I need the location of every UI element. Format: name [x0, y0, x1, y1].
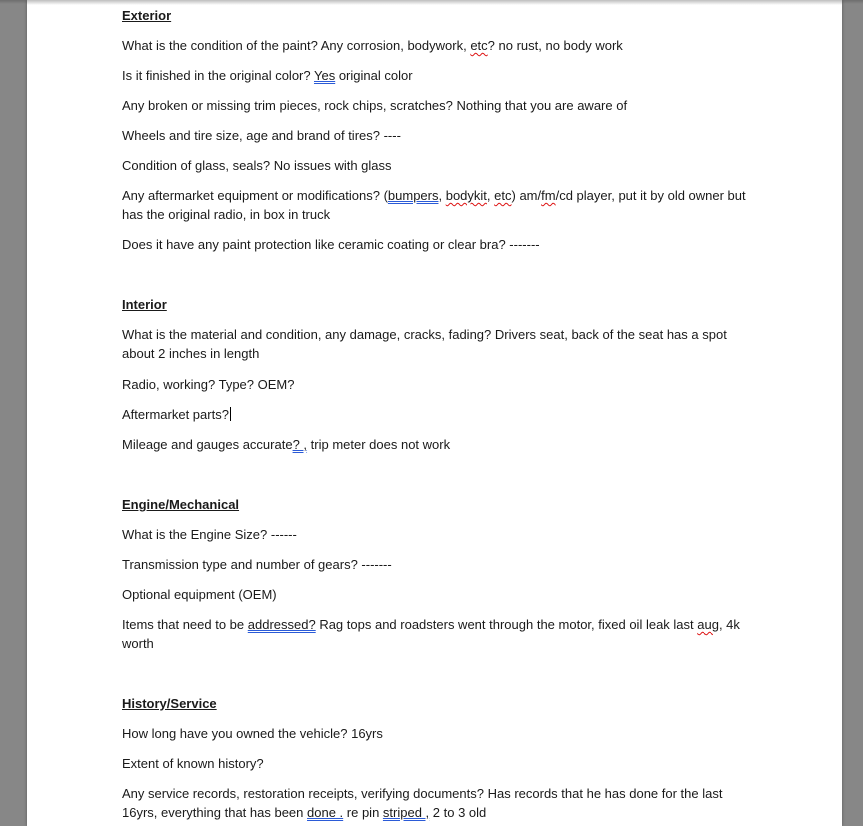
engine-items-question[interactable]: [122, 615, 752, 653]
section-heading-history: History/Service: [122, 696, 217, 711]
text-run: Items that need to be: [122, 617, 248, 632]
engine-transmission-question[interactable]: Transmission type and number of gears? -------: [122, 557, 392, 572]
text-run: Any service records, restoration receipts, verifying documents? Has records that he has done for the last 16yrs, everything that has been: [122, 786, 723, 820]
exterior-protection-question[interactable]: Does it have any paint protection like ceramic coating or clear bra? -------: [122, 237, 540, 252]
spelling-flag-etc-2[interactable]: etc: [494, 188, 512, 203]
text-run: trip meter does not work: [307, 437, 451, 452]
spelling-flag-bodykit[interactable]: bodykit: [445, 188, 487, 203]
grammar-flag-yes[interactable]: Yes: [313, 68, 336, 83]
spelling-flag-aug[interactable]: aug: [697, 617, 719, 632]
document-page[interactable]: [27, 0, 842, 826]
interior-aftermarket-question[interactable]: [122, 405, 752, 424]
section-heading-exterior: Exterior: [122, 8, 172, 23]
exterior-glass-question[interactable]: Condition of glass, seals? No issues with glass: [122, 158, 392, 173]
spelling-flag-fm[interactable]: fm: [541, 188, 556, 203]
text-run: /cd player, put it by old owner but has the original radio, in box in truck: [122, 188, 746, 222]
exterior-paint-question[interactable]: [122, 36, 752, 55]
grammar-flag-punctuation[interactable]: ? ,: [292, 437, 308, 452]
text-run: ,: [486, 188, 495, 203]
section-heading-interior: Interior: [122, 297, 167, 312]
exterior-aftermarket-question[interactable]: [122, 186, 752, 224]
history-records-question[interactable]: [122, 784, 752, 822]
exterior-color-question[interactable]: [122, 66, 752, 85]
page-top-edge: [27, 0, 842, 5]
grammar-flag-striped[interactable]: striped ,: [382, 805, 430, 820]
section-heading-engine: Engine/Mechanical: [122, 497, 240, 512]
text-run: , 4k worth: [122, 617, 740, 651]
grammar-flag-bumpers[interactable]: bumpers: [387, 188, 439, 203]
text-run: ) am/: [511, 188, 542, 203]
text-run: Is it finished in the original color?: [122, 68, 314, 83]
spelling-flag-etc[interactable]: etc: [470, 38, 488, 53]
text-run: original color: [335, 68, 413, 83]
history-extent-question[interactable]: Extent of known history?: [122, 756, 264, 771]
text-run: ? no rust, no body work: [487, 38, 623, 53]
text-run: ,: [438, 188, 446, 203]
text-run: re pin: [343, 805, 383, 820]
history-owned-question[interactable]: How long have you owned the vehicle? 16yrs: [122, 726, 383, 741]
text-run: Any aftermarket equipment or modifications? (: [122, 188, 388, 203]
text-run: Aftermarket parts?: [122, 407, 229, 422]
exterior-trim-question[interactable]: Any broken or missing trim pieces, rock chips, scratches? Nothing that you are aware of: [122, 98, 628, 113]
text-cursor: [230, 407, 231, 421]
grammar-flag-addressed[interactable]: addressed?: [247, 617, 316, 632]
interior-material-question[interactable]: What is the material and condition, any damage, cracks, fading? Drivers seat, back of the seat has a spot about 2 inches in length: [122, 327, 727, 361]
text-run: Mileage and gauges accurate: [122, 437, 293, 452]
text-run: Rag tops and roadsters went through the motor, fixed oil leak last: [315, 617, 698, 632]
interior-radio-question[interactable]: Radio, working? Type? OEM?: [122, 377, 295, 392]
text-run: What is the condition of the paint? Any corrosion, bodywork,: [122, 38, 471, 53]
engine-size-question[interactable]: What is the Engine Size? ------: [122, 527, 297, 542]
text-run: 2 to 3 old: [429, 805, 487, 820]
engine-optional-equipment[interactable]: Optional equipment (OEM): [122, 587, 277, 602]
interior-mileage-question[interactable]: [122, 435, 752, 454]
exterior-wheels-question[interactable]: Wheels and tire size, age and brand of tires? ----: [122, 128, 401, 143]
grammar-flag-done[interactable]: done .: [307, 805, 344, 820]
